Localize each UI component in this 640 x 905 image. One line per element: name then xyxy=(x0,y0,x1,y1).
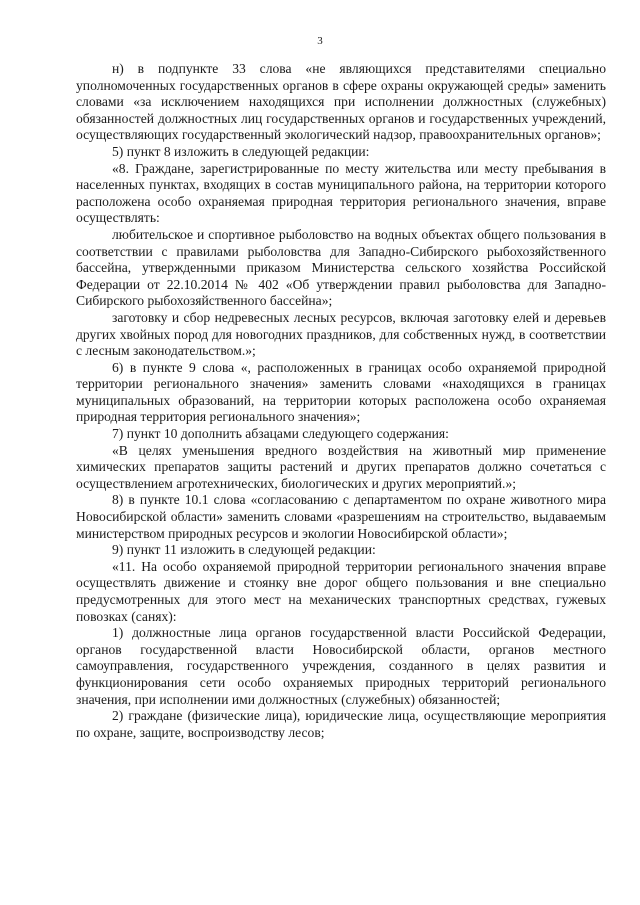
paragraph-item-6: 6) в пункте 9 слова «, расположенных в границах особо охраняемой природной территории регионального значения» заменить словами «находящихся в границах муниципальных образований, на территории которых расположена особо охраняемая природная территория регионального значения»; xyxy=(76,359,606,425)
paragraph-citizens: 2) граждане (физические лица), юридические лица, осуществляющие мероприятия по охране, защите, воспроизводству лесов; xyxy=(76,708,606,740)
document-body xyxy=(76,61,606,741)
paragraph-clause-8: «8. Граждане, зарегистрированные по месту жительства или месту пребывания в населенных пунктах, входящих в состав муниципального района, на территории которого расположена особо охраняемая природная территория регионального значения, вправе осуществлять: xyxy=(76,160,606,226)
paragraph-clause-11: «11. На особо охраняемой природной территории регионального значения вправе осуществлять движение и стоянку вне дорог общего пользования и вне специально предусмотренных для этого мест на механических транспортных средствах, гужевых повозках (санях): xyxy=(76,558,606,624)
paragraph-harvesting: заготовку и сбор недревесных лесных ресурсов, включая заготовку елей и деревьев других хвойных пород для новогодних праздников, для собственных нужд, в соответствии с лесным законодательством.»; xyxy=(76,309,606,359)
paragraph-chemicals: «В целях уменьшения вредного воздействия на животный мир применение химических препаратов защиты растений и других препаратов должно сочетаться с осуществлением агротехнических, биологических и других мероприятий.»; xyxy=(76,442,606,491)
paragraph-officials: 1) должностные лица органов государственной власти Российской Федерации, органов государственной власти Новосибирской области, органов местного самоуправления, государственного учреждения, созданного в целях развития и функционирования сети особо охраняемых природных территорий регионального значения, при исполнении ими должностных (служебных) обязанностей; xyxy=(76,625,606,707)
page-number: 3 xyxy=(317,35,323,47)
paragraph-item-5: 5) пункт 8 изложить в следующей редакции: xyxy=(112,143,370,159)
paragraph-item-9: 9) пункт 11 изложить в следующей редакции: xyxy=(112,542,376,558)
paragraph-item-7: 7) пункт 10 дополнить абзацами следующего содержания: xyxy=(112,426,449,442)
paragraph-subpoint-n: н) в подпункте 33 слова «не являющихся представителями специально уполномоченных государственных органов в сфере охраны окружающей среды» заменить словами «за исключением находящихся при исполнении должностных (служебных) обязанностей должностных лиц государственных органов и государственных учреждений, осуществляющих государственный экологический надзор, правоохранительных органов»; xyxy=(76,61,606,143)
paragraph-item-8: 8) в пункте 10.1 слова «согласованию с департаментом по охране животного мира Новосибирской области» заменить словами «разрешениям на строительство, выдаваемым министерством природных ресурсов и экологии Новосибирской области»; xyxy=(76,492,606,541)
paragraph-fishing: любительское и спортивное рыболовство на водных объектах общего пользования в соответствии с правилами рыболовства для Западно-Сибирского рыбохозяйственного бассейна, утвержденными приказом Министерства сельского хозяйства Российской Федерации от 22.10.2014 № 402 «Об утверждении правил рыболовства для Западно-Сибирского рыбохозяйственного бассейна»; xyxy=(76,226,606,309)
